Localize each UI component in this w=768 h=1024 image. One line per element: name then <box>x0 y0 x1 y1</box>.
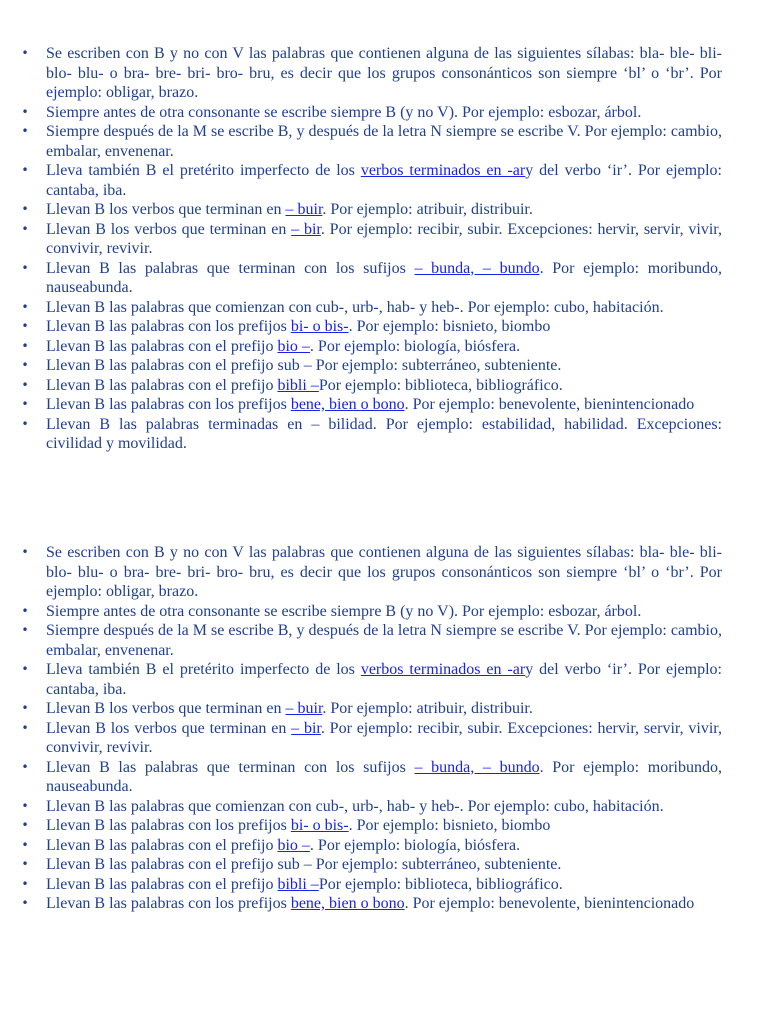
bullet-icon: • <box>21 623 29 637</box>
bullet-icon: • <box>21 662 29 676</box>
bullet-icon: • <box>21 876 29 891</box>
list-item <box>0 317 768 337</box>
item-text: . Por ejemplo: atribuir, distribuir. <box>322 700 533 717</box>
hyperlink[interactable]: verbos terminados en -ar <box>360 661 526 678</box>
list-item <box>0 660 768 699</box>
item-text: Por ejemplo: biblioteca, bibliográfico. <box>318 875 563 893</box>
bullet-icon: • <box>21 202 29 216</box>
list-item <box>0 543 768 602</box>
hyperlink[interactable]: – bunda, – bundo <box>414 758 540 776</box>
list-item <box>0 602 768 622</box>
list-item <box>0 699 768 719</box>
item-text: Por ejemplo: biblioteca, bibliográfico. <box>318 376 563 394</box>
list-item <box>0 855 768 875</box>
item-text: . Por ejemplo: biología, biósfera. <box>309 337 521 355</box>
list-item <box>0 298 768 318</box>
item-text: y del verbo ‘ir’. Por ejemplo: cantaba, iba. <box>46 661 722 698</box>
item-text: . Por ejemplo: recibir, subir. Excepciones: hervir, servir, vivir, convivir, revivir. <box>46 719 722 756</box>
list-item <box>0 836 768 856</box>
item-text: Lleva también B el pretérito imperfecto de los <box>46 162 361 179</box>
rules-section-2 <box>0 543 768 914</box>
item-text: Llevan B las palabras con el prefijo sub – Por ejemplo: subterráneo, subteniente. <box>46 357 562 374</box>
item-text: Llevan B los verbos que terminan en <box>46 201 286 218</box>
item-text: Llevan B las palabras que terminan con los sufijos <box>46 259 415 277</box>
list-item <box>0 161 768 200</box>
rules-section-1 <box>0 44 768 454</box>
hyperlink[interactable]: bene, bien o bono <box>290 396 405 413</box>
item-text: Llevan B las palabras que terminan con los sufijos <box>46 758 415 776</box>
list-item <box>0 220 768 259</box>
rules-list <box>0 44 768 454</box>
list-item <box>0 797 768 817</box>
bullet-icon: • <box>21 260 29 275</box>
list-item <box>0 621 768 660</box>
hyperlink[interactable]: – bunda, – bundo <box>414 259 540 277</box>
list-item <box>0 816 768 836</box>
hyperlink[interactable]: – bir <box>291 719 321 737</box>
item-text: Llevan B los verbos que terminan en <box>46 719 292 737</box>
hyperlink[interactable]: – bir <box>291 220 321 238</box>
item-text: Llevan B las palabras con los prefijos <box>46 817 291 834</box>
hyperlink[interactable]: bio – <box>277 337 310 355</box>
list-item <box>0 122 768 161</box>
item-text: Llevan B las palabras con el prefijo <box>46 337 278 355</box>
item-text: Se escriben con B y no con V las palabras que contienen alguna de las siguientes sílabas: bla- ble- bli- blo- blu- o bra- bre- bri- bro- bru, es decir que los grupos consonánticos son siempre ‘bl’ o ‘br’. Por ejemplo: obligar, brazo. <box>46 544 722 600</box>
list-item <box>0 875 768 895</box>
item-text: Siempre después de la M se escribe B, y después de la letra N siempre se escribe V. Por ejemplo: cambio, embalar, envenenar. <box>46 622 722 659</box>
bullet-icon: • <box>21 837 29 852</box>
bullet-icon: • <box>21 798 29 813</box>
list-item <box>0 395 768 415</box>
item-text: . Por ejemplo: bisnieto, biombo <box>348 318 551 335</box>
item-text: . Por ejemplo: bisnieto, biombo <box>348 817 551 834</box>
hyperlink[interactable]: bi- o bis- <box>290 318 349 335</box>
item-text: Llevan B las palabras con los prefijos <box>46 318 291 335</box>
item-text: . Por ejemplo: recibir, subir. Excepciones: hervir, servir, vivir, convivir, revivir. <box>46 220 722 257</box>
item-text: Llevan B las palabras con el prefijo <box>46 875 278 893</box>
hyperlink[interactable]: – buir <box>285 201 323 218</box>
list-item <box>0 259 768 298</box>
item-text: Llevan B las palabras que comienzan con cub-, urb-, hab- y heb-. Por ejemplo: cubo, habitación. <box>46 797 664 815</box>
list-item <box>0 894 768 914</box>
list-item <box>0 758 768 797</box>
item-text: Llevan B las palabras con los prefijos <box>46 396 291 413</box>
list-item <box>0 200 768 220</box>
item-text: . Por ejemplo: biología, biósfera. <box>309 836 521 854</box>
item-text: Llevan B las palabras con el prefijo sub – Por ejemplo: subterráneo, subteniente. <box>46 856 562 873</box>
bullet-icon: • <box>21 46 29 60</box>
item-text: . Por ejemplo: moribundo, nauseabunda. <box>46 758 722 795</box>
bullet-icon: • <box>21 319 29 333</box>
bullet-icon: • <box>21 759 29 774</box>
bullet-icon: • <box>21 299 29 314</box>
list-item <box>0 376 768 396</box>
hyperlink[interactable]: bi- o bis- <box>290 817 349 834</box>
hyperlink[interactable]: bibli – <box>277 875 319 893</box>
item-text: Llevan B las palabras que comienzan con cub-, urb-, hab- y heb-. Por ejemplo: cubo, habitación. <box>46 298 664 316</box>
bullet-icon: • <box>21 358 29 372</box>
item-text: Lleva también B el pretérito imperfecto de los <box>46 661 361 678</box>
bullet-icon: • <box>21 545 29 559</box>
hyperlink[interactable]: – buir <box>285 700 323 717</box>
bullet-icon: • <box>21 163 29 177</box>
item-text: Se escriben con B y no con V las palabras que contienen alguna de las siguientes sílabas: bla- ble- bli- blo- blu- o bra- bre- bri- bro- bru, es decir que los grupos consonánticos son siempre ‘bl’ o ‘br’. Por ejemplo: obligar, brazo. <box>46 45 722 101</box>
item-text: Llevan B los verbos que terminan en <box>46 220 292 238</box>
list-item <box>0 356 768 376</box>
rules-list <box>0 543 768 914</box>
item-text: . Por ejemplo: atribuir, distribuir. <box>322 201 533 218</box>
bullet-icon: • <box>21 818 29 832</box>
list-item <box>0 719 768 758</box>
list-item <box>0 44 768 103</box>
item-text: Siempre antes de otra consonante se escribe siempre B (y no V). Por ejemplo: esbozar, árbol. <box>46 602 642 620</box>
list-item <box>0 415 768 454</box>
bullet-icon: • <box>21 104 29 119</box>
list-item <box>0 103 768 123</box>
bullet-icon: • <box>21 377 29 392</box>
bullet-icon: • <box>21 416 29 431</box>
bullet-icon: • <box>21 603 29 618</box>
bullet-icon: • <box>21 221 29 236</box>
bullet-icon: • <box>21 720 29 735</box>
hyperlink[interactable]: bene, bien o bono <box>290 895 405 912</box>
item-text: . Por ejemplo: benevolente, bienintencionado <box>404 396 695 413</box>
item-text: . Por ejemplo: benevolente, bienintencionado <box>404 895 695 912</box>
hyperlink[interactable]: bio – <box>277 836 310 854</box>
bullet-icon: • <box>21 701 29 715</box>
item-text: Llevan B las palabras con los prefijos <box>46 895 291 912</box>
item-text: Llevan B las palabras con el prefijo <box>46 836 278 854</box>
bullet-icon: • <box>21 896 29 910</box>
bullet-icon: • <box>21 124 29 138</box>
item-text: Siempre antes de otra consonante se escribe siempre B (y no V). Por ejemplo: esbozar, árbol. <box>46 103 642 121</box>
item-text: Siempre después de la M se escribe B, y después de la letra N siempre se escribe V. Por ejemplo: cambio, embalar, envenenar. <box>46 123 722 160</box>
item-text: y del verbo ‘ir’. Por ejemplo: cantaba, iba. <box>46 162 722 199</box>
item-text: . Por ejemplo: moribundo, nauseabunda. <box>46 259 722 296</box>
hyperlink[interactable]: verbos terminados en -ar <box>360 162 526 179</box>
list-item <box>0 337 768 357</box>
item-text: Llevan B los verbos que terminan en <box>46 700 286 717</box>
bullet-icon: • <box>21 857 29 871</box>
item-text: Llevan B las palabras terminadas en – bilidad. Por ejemplo: estabilidad, habilidad. Excepciones: civilidad y movilidad. <box>46 415 722 452</box>
bullet-icon: • <box>21 397 29 411</box>
item-text: Llevan B las palabras con el prefijo <box>46 376 278 394</box>
hyperlink[interactable]: bibli – <box>277 376 319 394</box>
bullet-icon: • <box>21 338 29 353</box>
